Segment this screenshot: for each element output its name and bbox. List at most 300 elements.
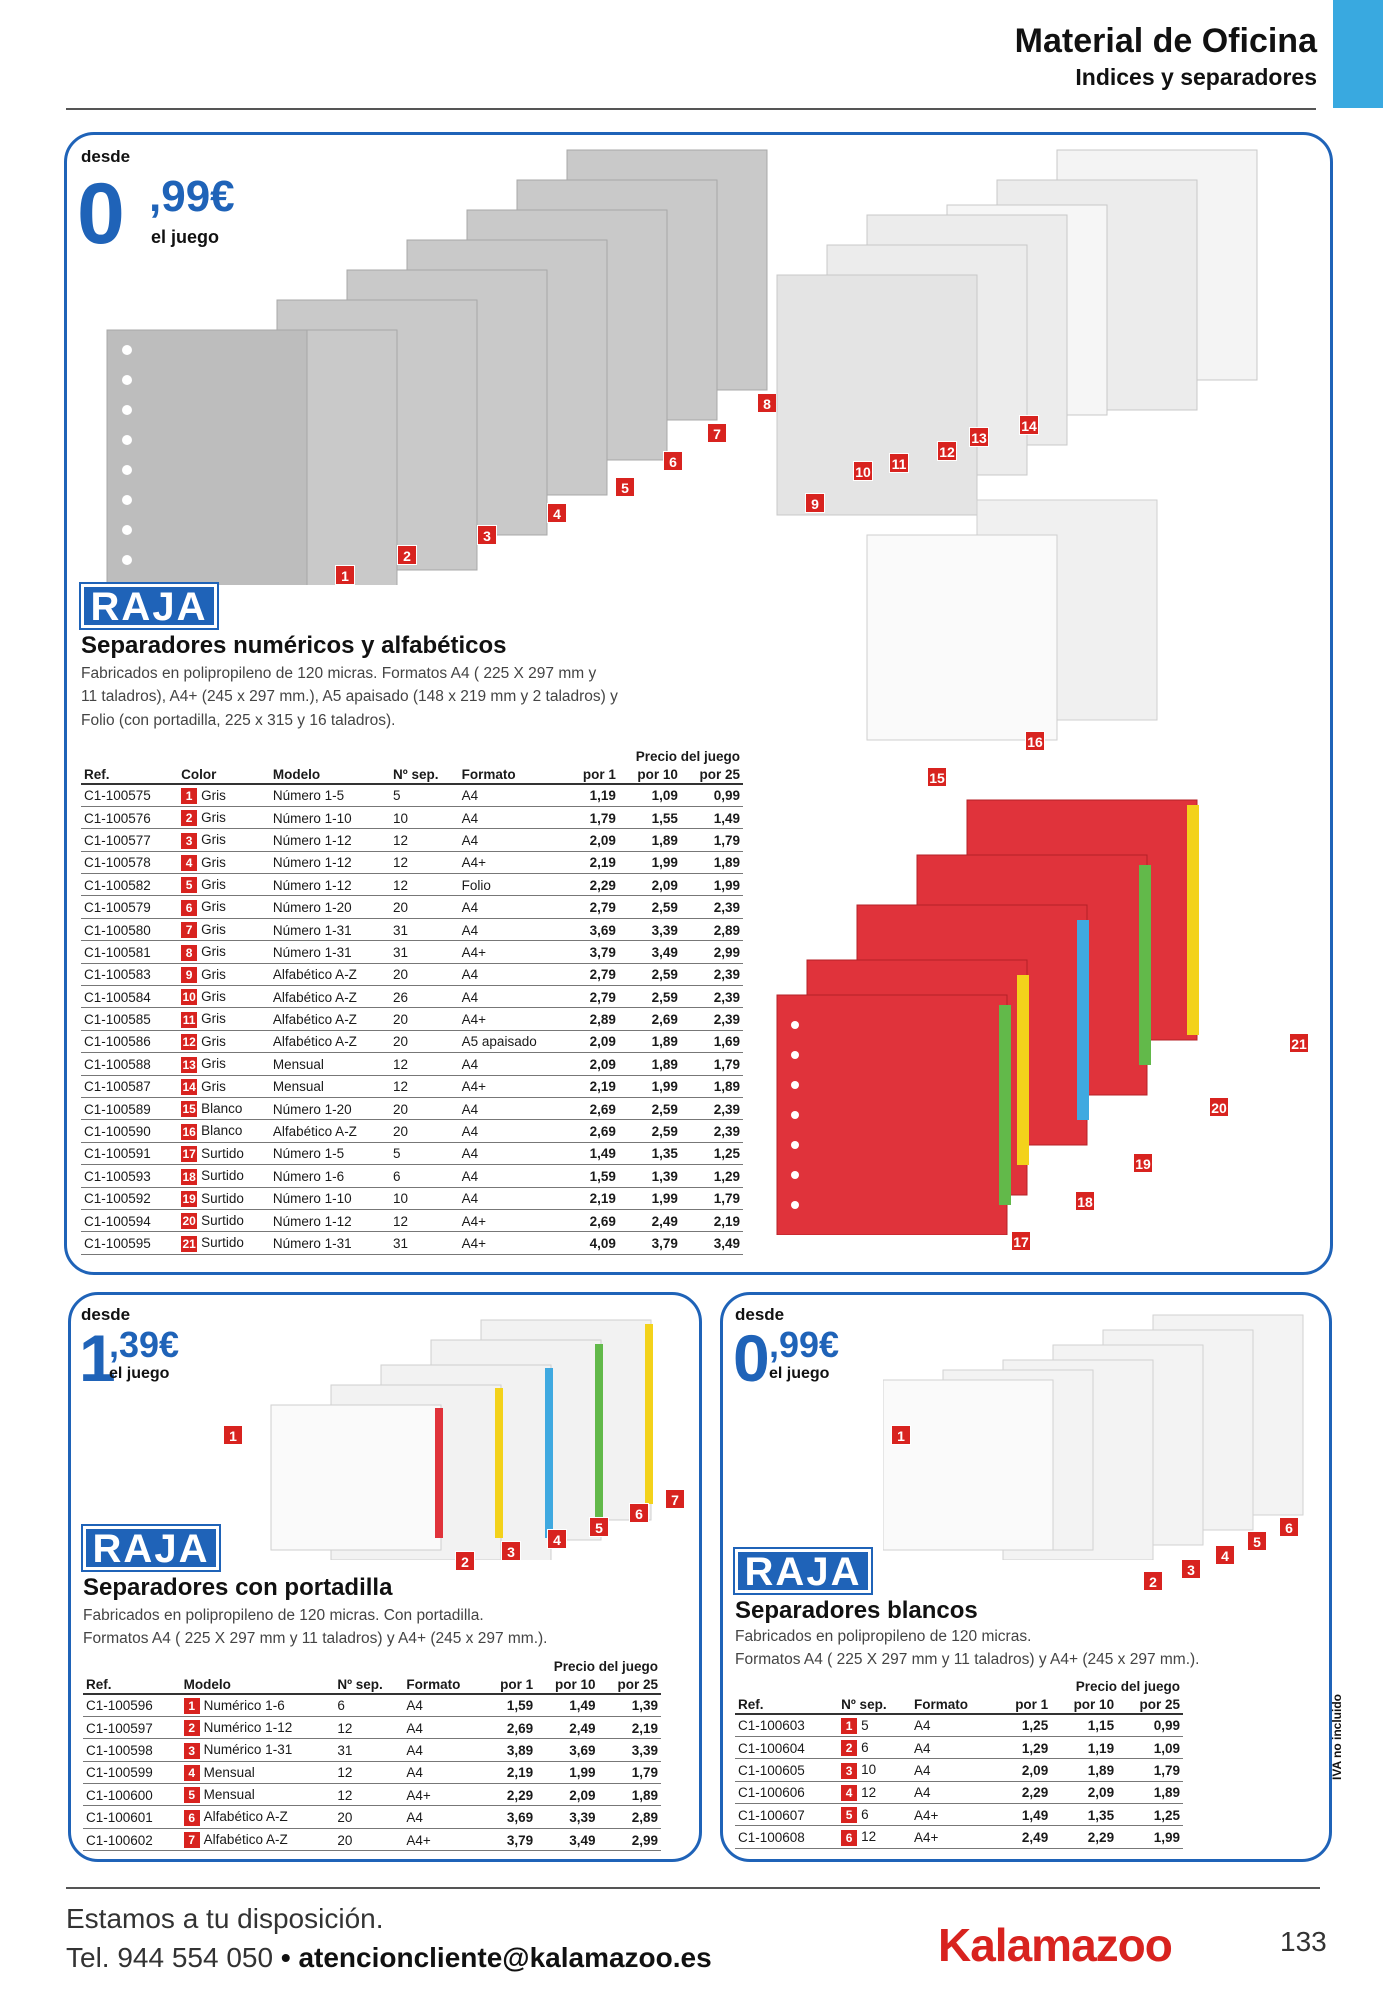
cell-formato: A4 — [911, 1781, 996, 1803]
footer-contact-text: Estamos a tu disposición. — [66, 1903, 384, 1934]
product-marker-8: 8 — [757, 393, 777, 413]
desde-label: desde — [81, 1305, 131, 1324]
cell-formato: A4 — [911, 1714, 996, 1736]
cell-nsep: 20 — [390, 1097, 459, 1119]
cell-p10: 3,79 — [619, 1232, 681, 1254]
cell-nsep: 12 — [390, 1053, 459, 1075]
cell-p1: 1,59 — [567, 1165, 619, 1187]
price-decimal: ,99€ — [769, 1324, 840, 1365]
cell-color: Gris — [201, 988, 226, 1004]
product-number-badge: 5 — [181, 877, 197, 893]
footer-divider — [66, 1887, 1320, 1889]
product-number-badge: 1 — [181, 788, 197, 804]
product-number-badge: 18 — [182, 1169, 196, 1184]
table-row — [81, 1232, 743, 1254]
cell-p25: 1,29 — [681, 1165, 743, 1187]
cell-formato: A5 apaisado — [459, 1030, 567, 1052]
product-marker-1: 1 — [223, 1425, 243, 1445]
product-number-badge: 6 — [184, 1810, 200, 1826]
cell-modelo: Número 1-20 — [270, 1097, 390, 1119]
product-number-badge: 4 — [841, 1785, 857, 1801]
cell-p10: 1,35 — [1051, 1804, 1117, 1826]
price-table-portadilla — [83, 1657, 661, 1851]
raja-logo: RAJA — [735, 1549, 871, 1593]
cell-p25: 0,99 — [1117, 1714, 1183, 1736]
cell-p25: 2,39 — [681, 963, 743, 985]
product-description: Fabricados en polipropileno de 120 micras. Formatos A4 ( 225 X 297 mm y 11 taladros), A4+ (245 x 297 mm.), A5 apaisado (148 x 219 mm y 2 taladros) y Folio (con portadilla, 225 x 315 y 16 taladros). — [81, 665, 618, 729]
product-number-badge: 7 — [184, 1832, 200, 1848]
col-formato: Formato — [459, 765, 567, 784]
cell-p25: 2,19 — [681, 1209, 743, 1231]
cell-nsep: 12 — [390, 829, 459, 851]
cell-nsep: 10 — [390, 806, 459, 828]
cell-color: Gris — [201, 1011, 226, 1027]
cell-formato: A4+ — [403, 1784, 483, 1806]
product-marker-20: 20 — [1209, 1097, 1229, 1117]
cell-ref: C1-100575 — [81, 784, 178, 806]
cell-ref: C1-100606 — [735, 1781, 838, 1803]
cell-nsep: 6 — [861, 1739, 869, 1755]
alpha-separators-illustration — [757, 145, 1317, 525]
cell-formato: A4 — [403, 1739, 483, 1761]
cell-nsep: 5 — [390, 1142, 459, 1164]
product-marker-7: 7 — [707, 423, 727, 443]
white-separators-illustration — [883, 1310, 1323, 1560]
table-row — [81, 1030, 743, 1052]
cell-nsep: 20 — [334, 1828, 403, 1850]
col-nsep: Nº sep. — [390, 765, 459, 784]
product-number-badge: 17 — [182, 1147, 196, 1162]
table-row — [83, 1784, 661, 1806]
cell-modelo: Numérico 1-12 — [203, 1719, 293, 1735]
cell-formato: A4 — [459, 1120, 567, 1142]
cell-color: Gris — [201, 1078, 226, 1094]
product-marker-3: 3 — [501, 1541, 521, 1561]
cell-p10: 3,69 — [536, 1739, 598, 1761]
cell-p10: 2,59 — [619, 1120, 681, 1142]
col-ref: Ref. — [83, 1675, 181, 1694]
product-marker-5: 5 — [589, 1517, 609, 1537]
cell-formato: A4+ — [459, 941, 567, 963]
cell-p10: 2,09 — [1051, 1781, 1117, 1803]
product-number-badge: 13 — [182, 1057, 196, 1072]
col-p25: por 25 — [599, 1675, 661, 1694]
cell-color: Blanco — [201, 1123, 243, 1139]
product-number-badge: 3 — [184, 1743, 200, 1759]
product-title: Separadores blancos — [735, 1597, 978, 1624]
cell-ref: C1-100584 — [81, 986, 178, 1008]
cell-modelo: Número 1-10 — [270, 806, 390, 828]
col-p10: por 10 — [536, 1675, 598, 1694]
cell-color: Surtido — [201, 1190, 244, 1206]
cell-nsep: 12 — [334, 1761, 403, 1783]
cell-p25: 1,99 — [681, 874, 743, 896]
price-header: Precio del juego — [1075, 1679, 1180, 1694]
cell-p10: 1,89 — [1051, 1759, 1117, 1781]
cell-p1: 1,79 — [567, 806, 619, 828]
cell-p10: 2,59 — [619, 896, 681, 918]
cell-ref: C1-100595 — [81, 1232, 178, 1254]
product-marker-4: 4 — [547, 503, 567, 523]
cell-p1: 2,69 — [484, 1716, 536, 1738]
cell-p10: 1,09 — [619, 784, 681, 806]
cell-formato: A4 — [459, 1165, 567, 1187]
product-marker-2: 2 — [397, 545, 417, 565]
cell-p10: 2,49 — [536, 1716, 598, 1738]
cell-formato: A4 — [459, 1097, 567, 1119]
cell-ref: C1-100598 — [83, 1739, 181, 1761]
price-table-main — [81, 747, 743, 1255]
cell-formato: A4+ — [911, 1804, 996, 1826]
table-row — [735, 1804, 1183, 1826]
cell-nsep: 10 — [390, 1187, 459, 1209]
cell-p1: 1,29 — [996, 1736, 1051, 1758]
col-formato: Formato — [403, 1675, 483, 1694]
cell-modelo: Numérico 1-6 — [203, 1697, 285, 1713]
table-row — [81, 1209, 743, 1231]
numeric-alpha-panel — [64, 132, 1333, 1275]
cell-p1: 2,79 — [567, 896, 619, 918]
cell-nsep: 12 — [390, 874, 459, 896]
price-unit: el juego — [769, 1365, 830, 1382]
cell-formato: A4 — [459, 1187, 567, 1209]
cell-p25: 1,49 — [681, 806, 743, 828]
table-row — [81, 1053, 743, 1075]
table-row — [83, 1761, 661, 1783]
product-marker-12: 12 — [937, 441, 957, 461]
cell-color: Gris — [201, 1056, 226, 1072]
desde-label: desde — [81, 147, 131, 166]
price-integer: 0 — [77, 166, 125, 262]
product-marker-16: 16 — [1025, 731, 1045, 751]
cell-p25: 1,69 — [681, 1030, 743, 1052]
cell-formato: A4 — [403, 1694, 483, 1716]
cell-modelo: Número 1-12 — [270, 1209, 390, 1231]
product-marker-5: 5 — [1247, 1531, 1267, 1551]
product-marker-4: 4 — [1215, 1545, 1235, 1565]
cell-formato: A4 — [403, 1806, 483, 1828]
cell-ref: C1-100608 — [735, 1826, 838, 1848]
table-row — [735, 1759, 1183, 1781]
cell-p10: 2,59 — [619, 1097, 681, 1119]
product-number-badge: 3 — [181, 833, 197, 849]
cell-modelo: Número 1-12 — [270, 874, 390, 896]
cell-p10: 3,39 — [536, 1806, 598, 1828]
table-row — [81, 1142, 743, 1164]
cell-modelo: Alfabético A-Z — [270, 1030, 390, 1052]
product-number-badge: 14 — [182, 1079, 196, 1094]
price-header: Precio del juego — [553, 1659, 658, 1674]
product-marker-13: 13 — [969, 427, 989, 447]
product-number-badge: 16 — [182, 1124, 196, 1139]
cell-p25: 2,39 — [681, 1097, 743, 1119]
cell-p10: 1,99 — [619, 1187, 681, 1209]
price-table-main-body — [81, 784, 743, 1254]
cell-formato: A4 — [459, 1053, 567, 1075]
cell-p25: 1,09 — [1117, 1736, 1183, 1758]
product-description: Fabricados en polipropileno de 120 micras. Con portadilla. Formatos A4 ( 225 X 297 mm y 11 taladros) y A4+ (245 x 297 mm.). — [83, 1607, 548, 1648]
cell-p25: 2,39 — [681, 896, 743, 918]
product-number-badge: 6 — [181, 900, 197, 916]
cell-formato: A4+ — [459, 1008, 567, 1030]
product-marker-2: 2 — [455, 1551, 475, 1571]
cell-color: Gris — [201, 809, 226, 825]
cell-p10: 1,99 — [536, 1761, 598, 1783]
col-p1: por 1 — [484, 1675, 536, 1694]
cell-p10: 2,59 — [619, 986, 681, 1008]
col-ref: Ref. — [735, 1695, 838, 1714]
cell-ref: C1-100577 — [81, 829, 178, 851]
cell-nsep: 20 — [390, 1120, 459, 1142]
cell-ref: C1-100578 — [81, 851, 178, 873]
cell-formato: A4 — [459, 829, 567, 851]
cell-p10: 1,89 — [619, 1030, 681, 1052]
product-number-badge: 4 — [184, 1765, 200, 1781]
cell-p1: 2,09 — [567, 1030, 619, 1052]
cell-formato: A4+ — [459, 1075, 567, 1097]
cell-p1: 1,49 — [567, 1142, 619, 1164]
cell-p1: 2,29 — [996, 1781, 1051, 1803]
cell-formato: A4 — [459, 986, 567, 1008]
table-row — [83, 1739, 661, 1761]
product-number-badge: 15 — [182, 1102, 196, 1117]
cell-p1: 1,49 — [996, 1804, 1051, 1826]
cell-p25: 0,99 — [681, 784, 743, 806]
cell-p1: 2,09 — [567, 829, 619, 851]
col-p25: por 25 — [1117, 1695, 1183, 1714]
cell-modelo: Alfabético A-Z — [270, 963, 390, 985]
cell-p25: 1,79 — [681, 1053, 743, 1075]
product-number-badge: 11 — [182, 1012, 196, 1027]
cell-ref: C1-100585 — [81, 1008, 178, 1030]
page-number: 133 — [1280, 1926, 1327, 1957]
cell-nsep: 6 — [390, 1165, 459, 1187]
cell-formato: A4+ — [459, 1232, 567, 1254]
raja-logo: RAJA — [81, 584, 217, 628]
cell-p1: 2,89 — [567, 1008, 619, 1030]
cell-color: Surtido — [201, 1168, 244, 1184]
cell-ref: C1-100592 — [81, 1187, 178, 1209]
price-table-blancos-body — [735, 1714, 1183, 1848]
product-marker-2: 2 — [1143, 1571, 1163, 1591]
price-table-blancos — [735, 1677, 1183, 1849]
cell-nsep: 5 — [861, 1717, 869, 1733]
cell-modelo: Número 1-12 — [270, 829, 390, 851]
cell-modelo: Número 1-31 — [270, 941, 390, 963]
cell-p1: 1,25 — [996, 1714, 1051, 1736]
product-number-badge: 12 — [182, 1035, 196, 1050]
cell-formato: A4 — [459, 806, 567, 828]
cell-formato: Folio — [459, 874, 567, 896]
product-title: Separadores con portadilla — [83, 1574, 393, 1601]
cell-p10: 3,39 — [619, 918, 681, 940]
cell-p10: 1,55 — [619, 806, 681, 828]
footer-phone[interactable]: Tel. 944 554 050 — [66, 1942, 274, 1973]
col-p10: por 10 — [1051, 1695, 1117, 1714]
cell-p10: 1,19 — [1051, 1736, 1117, 1758]
white-panel — [720, 1292, 1332, 1862]
product-number-badge: 21 — [182, 1236, 196, 1251]
cell-formato: A4 — [911, 1736, 996, 1758]
cell-nsep: 10 — [861, 1762, 877, 1778]
product-number-badge: 2 — [181, 810, 197, 826]
table-row — [81, 918, 743, 940]
price-table-portadilla-body — [83, 1694, 661, 1851]
cell-p1: 3,79 — [484, 1828, 536, 1850]
cell-modelo: Número 1-5 — [270, 784, 390, 806]
cell-p25: 1,89 — [681, 1075, 743, 1097]
cell-color: Gris — [201, 832, 226, 848]
col-modelo: Modelo — [270, 765, 390, 784]
table-row — [81, 806, 743, 828]
cell-ref: C1-100580 — [81, 918, 178, 940]
cell-ref: C1-100589 — [81, 1097, 178, 1119]
grey-separators-illustration — [87, 145, 857, 585]
product-number-badge: 8 — [181, 945, 197, 961]
product-number-badge: 2 — [184, 1720, 200, 1736]
cell-nsep: 31 — [334, 1739, 403, 1761]
cell-p25: 1,89 — [1117, 1781, 1183, 1803]
product-number-badge: 5 — [184, 1787, 200, 1803]
cell-nsep: 31 — [390, 941, 459, 963]
cell-nsep: 12 — [390, 851, 459, 873]
product-marker-4: 4 — [547, 1529, 567, 1549]
kalamazoo-logo: Kalamazoo — [938, 1919, 1172, 1971]
cell-color: Gris — [201, 854, 226, 870]
cell-p1: 2,79 — [567, 986, 619, 1008]
product-number-badge: 4 — [181, 855, 197, 871]
cell-p1: 2,29 — [484, 1784, 536, 1806]
cell-p10: 2,49 — [619, 1209, 681, 1231]
cell-p25: 1,79 — [681, 1187, 743, 1209]
cell-p1: 2,09 — [567, 1053, 619, 1075]
cell-p25: 2,39 — [681, 986, 743, 1008]
cell-nsep: 12 — [861, 1829, 877, 1845]
cell-modelo: Número 1-31 — [270, 1232, 390, 1254]
product-marker-3: 3 — [1181, 1559, 1201, 1579]
cell-modelo: Alfabético A-Z — [270, 986, 390, 1008]
cell-ref: C1-100582 — [81, 874, 178, 896]
cell-formato: A4 — [459, 896, 567, 918]
cell-color: Gris — [201, 966, 226, 982]
cell-ref: C1-100596 — [83, 1694, 181, 1716]
cell-p25: 1,39 — [599, 1694, 661, 1716]
cell-ref: C1-100593 — [81, 1165, 178, 1187]
cell-p1: 2,29 — [567, 874, 619, 896]
cell-modelo: Mensual — [203, 1764, 255, 1780]
cell-nsep: 12 — [861, 1784, 877, 1800]
cell-ref: C1-100590 — [81, 1120, 178, 1142]
cell-p1: 1,19 — [567, 784, 619, 806]
portadilla-panel — [68, 1292, 702, 1862]
product-marker-19: 19 — [1133, 1153, 1153, 1173]
table-row — [83, 1694, 661, 1716]
cell-modelo: Número 1-31 — [270, 918, 390, 940]
cell-p10: 1,15 — [1051, 1714, 1117, 1736]
cell-formato: A4 — [459, 963, 567, 985]
product-marker-1: 1 — [335, 565, 355, 585]
col-nsep: Nº sep. — [838, 1695, 911, 1714]
cell-formato: A4 — [459, 784, 567, 806]
cell-modelo: Alfabético A-Z — [203, 1831, 288, 1847]
table-row — [81, 1075, 743, 1097]
cell-p10: 1,89 — [619, 829, 681, 851]
cell-p10: 1,89 — [619, 1053, 681, 1075]
product-number-badge: 2 — [841, 1740, 857, 1756]
table-row — [81, 986, 743, 1008]
cell-p10: 1,39 — [619, 1165, 681, 1187]
desde-label: desde — [735, 1305, 785, 1324]
product-marker-5: 5 — [615, 477, 635, 497]
cell-p25: 2,99 — [681, 941, 743, 963]
cell-nsep: 20 — [390, 896, 459, 918]
cell-p10: 1,49 — [536, 1694, 598, 1716]
cell-modelo: Numérico 1-31 — [203, 1742, 293, 1758]
cell-p10: 2,59 — [619, 963, 681, 985]
cell-p25: 1,89 — [681, 851, 743, 873]
cell-p1: 2,09 — [996, 1759, 1051, 1781]
cell-formato: A4+ — [459, 1209, 567, 1231]
cell-modelo: Alfabético A-Z — [270, 1008, 390, 1030]
product-number-badge: 1 — [184, 1698, 200, 1714]
cell-nsep: 26 — [390, 986, 459, 1008]
product-title: Separadores numéricos y alfabéticos — [81, 632, 507, 659]
cell-p1: 2,69 — [567, 1097, 619, 1119]
cell-color: Gris — [201, 899, 226, 915]
cell-p25: 1,79 — [681, 829, 743, 851]
cell-ref: C1-100581 — [81, 941, 178, 963]
cell-p1: 2,19 — [567, 1187, 619, 1209]
product-number-badge: 9 — [181, 967, 197, 983]
cell-formato: A4 — [403, 1716, 483, 1738]
col-color: Color — [178, 765, 270, 784]
product-number-badge: 5 — [841, 1807, 857, 1823]
cell-p1: 3,69 — [484, 1806, 536, 1828]
col-p1: por 1 — [567, 765, 619, 784]
col-ref: Ref. — [81, 765, 178, 784]
price-unit: el juego — [109, 1365, 170, 1382]
col-p10: por 10 — [619, 765, 681, 784]
cell-p1: 2,49 — [996, 1826, 1051, 1848]
cell-ref: C1-100601 — [83, 1806, 181, 1828]
product-marker-7: 7 — [665, 1489, 685, 1509]
cell-modelo: Número 1-5 — [270, 1142, 390, 1164]
cell-ref: C1-100605 — [735, 1759, 838, 1781]
cell-p10: 2,29 — [1051, 1826, 1117, 1848]
table-row — [83, 1716, 661, 1738]
cell-nsep: 6 — [861, 1807, 869, 1823]
cell-color: Surtido — [201, 1212, 244, 1228]
cell-modelo: Número 1-20 — [270, 896, 390, 918]
price-decimal: ,39€ — [109, 1324, 180, 1365]
footer-email-link[interactable]: atencioncliente@kalamazoo.es — [298, 1942, 712, 1973]
cell-p25: 2,99 — [599, 1828, 661, 1850]
cell-ref: C1-100591 — [81, 1142, 178, 1164]
product-number-badge: 20 — [182, 1214, 196, 1229]
table-row — [81, 851, 743, 873]
cell-color: Blanco — [201, 1100, 243, 1116]
cell-p25: 1,25 — [1117, 1804, 1183, 1826]
product-marker-9: 9 — [805, 493, 825, 513]
price-header: Precio del juego — [635, 749, 740, 764]
product-marker-10: 10 — [853, 461, 873, 481]
cell-p25: 3,39 — [599, 1739, 661, 1761]
product-number-badge: 19 — [182, 1191, 196, 1206]
product-marker-1: 1 — [891, 1425, 911, 1445]
cell-modelo: Número 1-6 — [270, 1165, 390, 1187]
table-row — [81, 784, 743, 806]
col-nsep: Nº sep. — [334, 1675, 403, 1694]
